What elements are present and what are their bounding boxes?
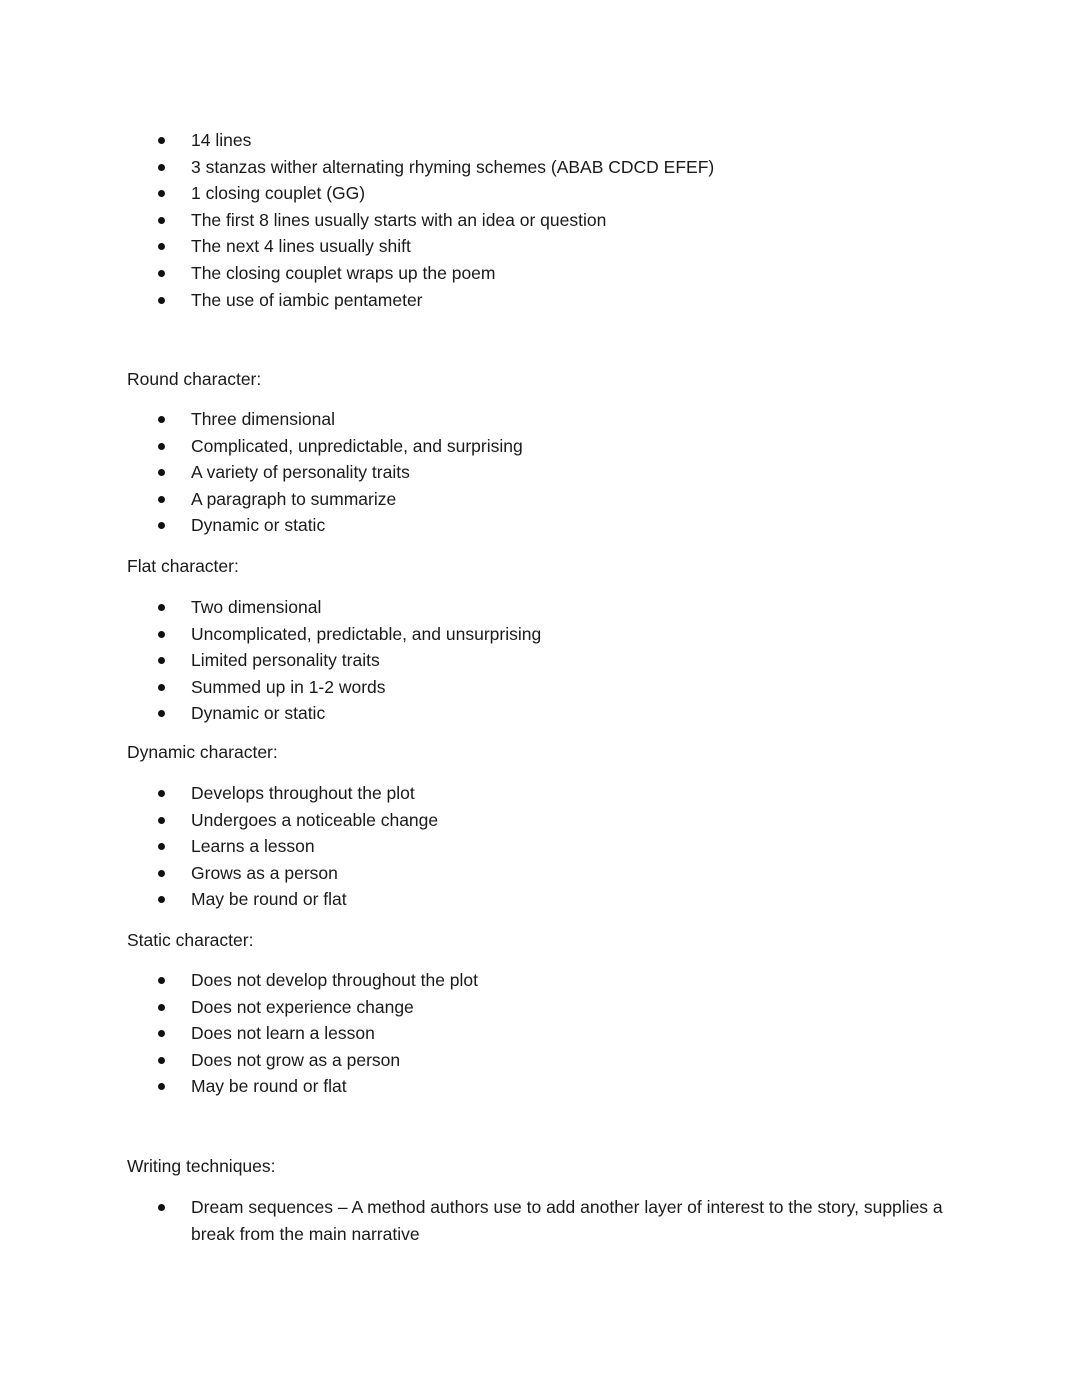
list-item: Grows as a person	[0, 860, 1080, 887]
static-character-list	[0, 967, 1080, 1100]
dynamic-character-heading: Dynamic character:	[127, 742, 278, 762]
bullet-icon	[158, 1030, 165, 1037]
bullet-icon	[158, 217, 165, 224]
bullet-icon	[158, 496, 165, 503]
writing-techniques-list	[0, 1194, 1080, 1247]
list-item: Dynamic or static	[0, 512, 1080, 539]
bullet-icon	[158, 870, 165, 877]
bullet-icon	[158, 443, 165, 450]
bullet-icon	[158, 137, 165, 144]
bullet-icon	[158, 896, 165, 903]
flat-character-heading: Flat character:	[127, 556, 239, 576]
writing-techniques-heading: Writing techniques:	[127, 1156, 276, 1176]
bullet-icon	[158, 1057, 165, 1064]
bullet-icon	[158, 657, 165, 664]
list-item: 14 lines	[0, 127, 1080, 154]
list-item: May be round or flat	[0, 1073, 1080, 1100]
bullet-icon	[158, 164, 165, 171]
list-item: Complicated, unpredictable, and surprising	[0, 433, 1080, 460]
list-item: The next 4 lines usually shift	[0, 233, 1080, 260]
list-item: A paragraph to summarize	[0, 486, 1080, 513]
list-item: Limited personality traits	[0, 647, 1080, 674]
list-item: Undergoes a noticeable change	[0, 807, 1080, 834]
round-character-list	[0, 406, 1080, 539]
bullet-icon	[158, 243, 165, 250]
bullet-icon	[158, 817, 165, 824]
list-item: Does not develop throughout the plot	[0, 967, 1080, 994]
bullet-icon	[158, 843, 165, 850]
bullet-icon	[158, 297, 165, 304]
list-item: A variety of personality traits	[0, 459, 1080, 486]
bullet-icon	[158, 977, 165, 984]
bullet-icon	[158, 604, 165, 611]
list-item: Does not learn a lesson	[0, 1020, 1080, 1047]
list-item: Summed up in 1-2 words	[0, 674, 1080, 701]
bullet-icon	[158, 1204, 165, 1211]
round-character-heading: Round character:	[127, 369, 262, 389]
list-item: Does not grow as a person	[0, 1047, 1080, 1074]
list-item: Three dimensional	[0, 406, 1080, 433]
list-item: Develops throughout the plot	[0, 780, 1080, 807]
sonnet-features-list	[0, 127, 1080, 313]
list-item: 1 closing couplet (GG)	[0, 180, 1080, 207]
dynamic-character-list	[0, 780, 1080, 913]
bullet-icon	[158, 469, 165, 476]
list-item: May be round or flat	[0, 886, 1080, 913]
list-item: The use of iambic pentameter	[0, 287, 1080, 314]
list-item: Learns a lesson	[0, 833, 1080, 860]
bullet-icon	[158, 684, 165, 691]
list-item: Two dimensional	[0, 594, 1080, 621]
bullet-icon	[158, 1004, 165, 1011]
list-item: Uncomplicated, predictable, and unsurprising	[0, 621, 1080, 648]
bullet-icon	[158, 710, 165, 717]
list-item: Dream sequences – A method authors use to add another layer of interest to the story, supplies a break from the main narrative	[0, 1194, 961, 1247]
bullet-icon	[158, 270, 165, 277]
bullet-icon	[158, 790, 165, 797]
list-item: 3 stanzas wither alternating rhyming schemes (ABAB CDCD EFEF)	[0, 154, 1080, 181]
list-item: Does not experience change	[0, 994, 1080, 1021]
bullet-icon	[158, 1083, 165, 1090]
bullet-icon	[158, 631, 165, 638]
bullet-icon	[158, 522, 165, 529]
list-item: The closing couplet wraps up the poem	[0, 260, 1080, 287]
list-item: The first 8 lines usually starts with an idea or question	[0, 207, 1080, 234]
bullet-icon	[158, 190, 165, 197]
list-item: Dynamic or static	[0, 700, 1080, 727]
flat-character-list	[0, 594, 1080, 727]
bullet-icon	[158, 416, 165, 423]
static-character-heading: Static character:	[127, 930, 254, 950]
